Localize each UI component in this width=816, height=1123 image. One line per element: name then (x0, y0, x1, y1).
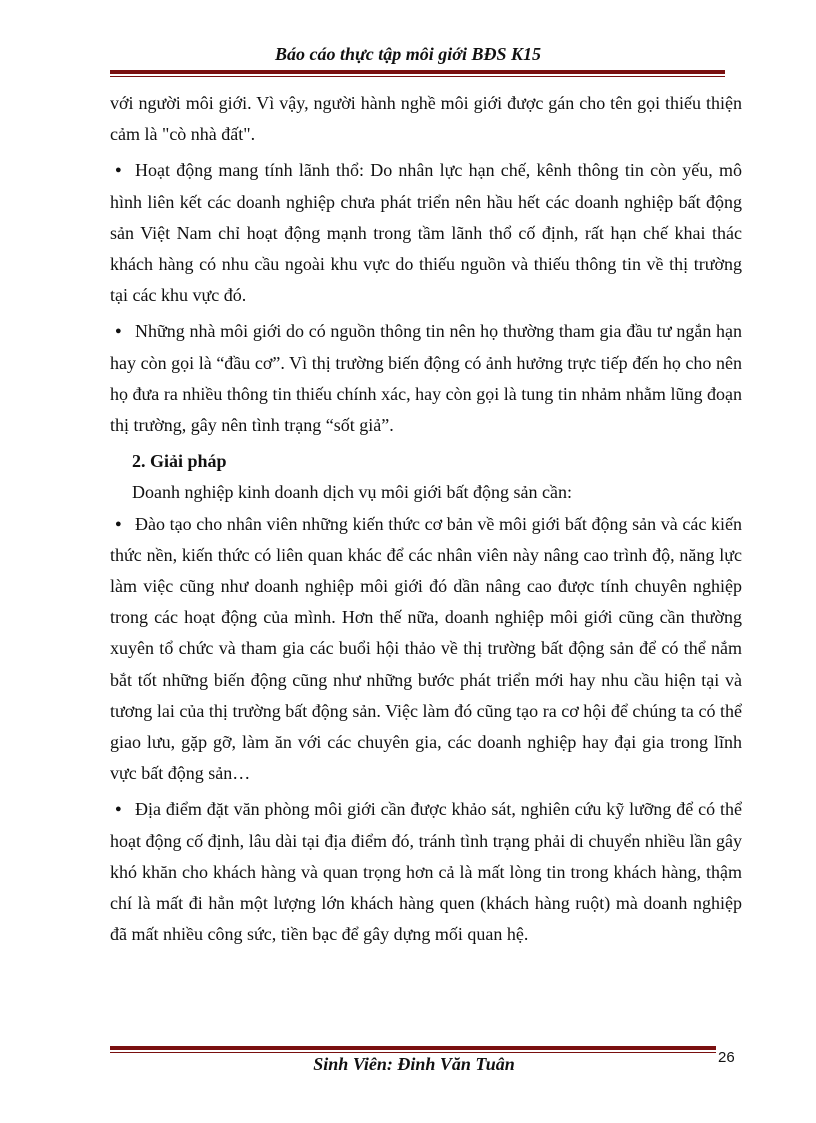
bullet-icon: ● (115, 164, 122, 177)
bullet-speculation (110, 316, 742, 441)
paragraph-continuation: với người môi giới. Vì vậy, người hành nghề môi giới được gán cho tên gọi thiếu thiện cảm là "cò nhà đất". (110, 93, 742, 145)
page-number: 26 (718, 1049, 735, 1066)
bullet-icon: ● (115, 803, 122, 816)
footer-rule-thick (110, 1046, 716, 1050)
header-rule-thick (110, 70, 725, 74)
bullet-text: Địa điểm đặt văn phòng môi giới cần được khảo sát, nghiên cứu kỹ lưỡng để có thể hoạt động cố định, lâu dài tại địa điểm đó, tránh tình trạng phải di chuyển nhiều lần gây khó khăn cho khách hàng và quan trọng hơn cả là mất lòng tin trong khách hàng, thậm chí là mất đi hẳn một lượng lớn khách hàng quen (khách hàng ruột) mà doanh nghiệp đã mất nhiều công sức, tiền bạc để gây dựng mối quan hệ. (110, 799, 742, 945)
header-rule-thin (110, 76, 725, 77)
bullet-territorial (110, 155, 742, 311)
section-heading: 2. Giải pháp (132, 451, 227, 472)
bullet-icon: ● (115, 325, 122, 338)
bullet-text: Hoạt động mang tính lãnh thổ: Do nhân lực hạn chế, kênh thông tin còn yếu, mô hình liên kết các doanh nghiệp chưa phát triển nên hầu hết các doanh nghiệp bất động sản Việt Nam chỉ hoạt động mạnh trong tầm lãnh thổ cố định, rất hạn chế khai thác khách hàng có nhu cầu ngoài khu vực do thiếu nguồn và thiếu thông tin về thị trường tại các khu vực đó. (110, 160, 742, 306)
bullet-icon: ● (115, 517, 122, 530)
footer-student-name: Sinh Viên: Đinh Văn Tuân (313, 1054, 515, 1074)
document-body (110, 88, 742, 950)
solution-intro: Doanh nghiệp kinh doanh dịch vụ môi giới bất động sản cần: (132, 482, 572, 503)
bullet-office-location (110, 794, 742, 950)
bullet-text: Những nhà môi giới do có nguồn thông tin nên họ thường tham gia đầu tư ngắn hạn hay còn gọi là “đầu cơ”. Vì thị trường biến động có ảnh hưởng trực tiếp đến họ cho nên họ đưa ra nhiều thông tin thiếu chính xác, hay còn gọi là tung tin nhảm nhằm lũng đoạn thị trường, gây nên tình trạng “sốt giả”. (110, 321, 742, 436)
bullet-text: Đào tạo cho nhân viên những kiến thức cơ bản về môi giới bất động sản và các kiến thức nền, kiến thức có liên quan khác để các nhân viên này nâng cao trình độ, năng lực làm việc cũng như doanh nghiệp môi giới đó dần nâng cao được tính chuyên nghiệp trong các hoạt động của mình. Hơn thế nữa, doanh nghiệp môi giới cũng cần thường xuyên tổ chức và tham gia các buổi hội thảo về thị trường bất động sản để có thể nắm bắt tốt những biến động cũng như những bước phát triển mới hay nhu cầu hiện tại và tương lai của thị trường bất động sản. Việc làm đó cũng tạo ra cơ hội để chúng ta có thể giao lưu, gặp gỡ, làm ăn với các chuyên gia, các doanh nghiệp hay đại gia trong lĩnh vực bất động sản… (110, 513, 742, 784)
footer-rule-thin (110, 1052, 716, 1053)
page-header-title: Báo cáo thực tập môi giới BĐS K15 (275, 44, 541, 64)
bullet-training (110, 509, 742, 790)
